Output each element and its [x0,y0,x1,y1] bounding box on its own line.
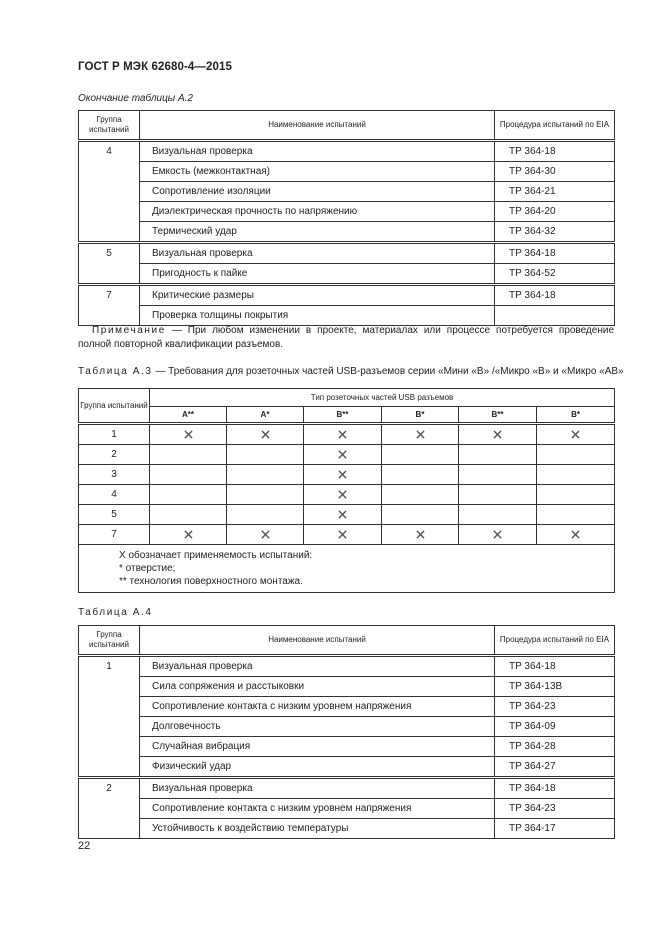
applicability-cell [382,485,459,505]
cross-mark-icon [493,530,502,539]
table-row [79,737,615,757]
cross-mark-icon [338,430,347,439]
type-header-0: A** [150,407,227,424]
applicability-cell [382,445,459,465]
applicability-cell [382,424,459,445]
a3-type-header: Тип розеточных частей USB разъемов [150,389,615,407]
procedure-cell: TP 364-23 [495,697,615,717]
applicability-cell [459,445,537,465]
applicability-cell [304,505,382,525]
applicability-cell [304,525,382,545]
applicability-cell [459,485,537,505]
applicability-cell [459,525,537,545]
table-a3-caption [78,366,638,377]
table-a2 [78,110,615,326]
legend-line: ** технология поверхностного монтажа. [119,576,303,587]
applicability-cell [537,525,615,545]
test-name-cell: Сопротивление контакта с низким уровнем напряжения [140,697,495,717]
applicability-cell [304,445,382,465]
cross-mark-icon [338,510,347,519]
table-row [79,656,615,677]
table-row [79,202,615,222]
group-number-cell: 7 [79,525,150,545]
table-row [79,424,615,445]
table-row [79,445,615,465]
procedure-cell: TP 364-27 [495,757,615,778]
procedure-cell: TP 364-09 [495,717,615,737]
applicability-cell [150,465,227,485]
table-row [79,182,615,202]
test-name-cell: Сопротивление контакта с низким уровнем напряжения [140,799,495,819]
a3-group-header: Группа испытаний [79,389,150,424]
applicability-cell [459,424,537,445]
table-row [79,485,615,505]
note-text: — При любом изменении в проекте, материалах или процессе потребуется проведение полной повторной квалификации разъемов. [78,325,614,350]
cross-mark-icon [338,450,347,459]
col-header-name: Наименование испытаний [140,111,495,141]
applicability-cell [382,525,459,545]
table-row [79,141,615,162]
applicability-cell [150,424,227,445]
table-a3-caption-label: Таблица А.3 [78,366,153,377]
note [78,324,614,352]
table-row [79,285,615,306]
test-name-cell: Визуальная проверка [140,778,495,799]
applicability-cell [459,505,537,525]
cross-mark-icon [493,430,502,439]
group-number-cell: 2 [79,778,140,839]
applicability-cell [537,465,615,485]
applicability-cell [227,424,304,445]
test-name-cell: Термический удар [140,222,495,243]
test-name-cell: Устойчивость к воздействию температуры [140,819,495,839]
test-name-cell: Случайная вибрация [140,737,495,757]
applicability-cell [227,505,304,525]
test-name-cell: Визуальная проверка [140,141,495,162]
applicability-cell [537,485,615,505]
procedure-cell: TP 364-23 [495,799,615,819]
procedure-cell: TP 364-52 [495,264,615,285]
test-name-cell: Пригодность к пайке [140,264,495,285]
group-number-cell: 3 [79,465,150,485]
cross-mark-icon [338,530,347,539]
col-header-name: Наименование испытаний [140,626,495,656]
applicability-cell [537,424,615,445]
applicability-cell [227,445,304,465]
procedure-cell: TP 364-18 [495,285,615,306]
applicability-cell [150,525,227,545]
cross-mark-icon [416,430,425,439]
table-row [79,717,615,737]
cross-mark-icon [571,430,580,439]
test-name-cell: Долговечность [140,717,495,737]
table-a3-caption-text: — Требования для розеточных частей USB-разъемов серии «Мини «В» /«Микро «В» и «Микро «АВ» [152,366,624,377]
table-a2-caption: Окончание таблицы А.2 [78,93,193,104]
col-header-procedure: Процедура испытаний по EIA [495,111,615,141]
cross-mark-icon [184,530,193,539]
type-header-5: B* [537,407,615,424]
procedure-cell: TP 364-28 [495,737,615,757]
table-a4-caption: Таблица А.4 [78,607,153,618]
group-number-cell: 4 [79,141,140,243]
table-row [79,697,615,717]
group-number-cell: 1 [79,656,140,778]
legend-line: * отверстие; [119,563,176,574]
applicability-cell [459,465,537,485]
cross-mark-icon [261,430,270,439]
table-row [79,525,615,545]
table-row [79,162,615,182]
applicability-cell [304,485,382,505]
procedure-cell: TP 364-18 [495,243,615,264]
group-number-cell: 1 [79,424,150,445]
col-header-procedure: Процедура испытаний по EIA [495,626,615,656]
cross-mark-icon [338,470,347,479]
test-name-cell: Критические размеры [140,285,495,306]
cross-mark-icon [416,530,425,539]
cross-mark-icon [184,430,193,439]
table-row [79,243,615,264]
procedure-cell: TP 364-18 [495,656,615,677]
table-row [79,799,615,819]
procedure-cell: TP 364-32 [495,222,615,243]
procedure-cell: TP 364-20 [495,202,615,222]
test-name-cell: Диэлектрическая прочность по напряжению [140,202,495,222]
applicability-cell [304,465,382,485]
applicability-cell [227,465,304,485]
legend-cell [79,545,615,593]
cross-mark-icon [261,530,270,539]
test-name-cell: Сопротивление изоляции [140,182,495,202]
standard-title: ГОСТ Р МЭК 62680-4—2015 [78,61,232,73]
legend-line: X обозначает применяемость испытаний: [119,550,313,561]
applicability-cell [537,445,615,465]
type-header-3: B* [382,407,459,424]
type-header-1: A* [227,407,304,424]
procedure-cell: TP 364-18 [495,141,615,162]
table-row [79,306,615,326]
col-header-group: Группа испытаний [79,626,140,656]
group-number-cell: 4 [79,485,150,505]
procedure-cell: TP 364-30 [495,162,615,182]
page-number: 22 [78,840,91,852]
test-name-cell: Сила сопряжения и расстыковки [140,677,495,697]
type-header-2: B** [304,407,382,424]
table-row [79,677,615,697]
legend-row [79,545,615,593]
test-name-cell: Емкость (межконтактная) [140,162,495,182]
cross-mark-icon [338,490,347,499]
group-number-cell: 2 [79,445,150,465]
test-name-cell: Проверка толщины покрытия [140,306,495,326]
test-name-cell: Физический удар [140,757,495,778]
col-header-group: Группа испытаний [79,111,140,141]
applicability-cell [150,485,227,505]
applicability-cell [150,445,227,465]
procedure-cell: TP 364-13B [495,677,615,697]
group-number-cell: 5 [79,243,140,285]
table-row [79,222,615,243]
test-name-cell: Визуальная проверка [140,656,495,677]
table-row [79,264,615,285]
table-row [79,465,615,485]
procedure-cell: TP 364-18 [495,778,615,799]
type-header-4: B** [459,407,537,424]
applicability-cell [537,505,615,525]
group-number-cell: 7 [79,285,140,326]
applicability-cell [304,424,382,445]
table-a3 [78,388,615,593]
group-number-cell: 5 [79,505,150,525]
table-a4 [78,625,615,839]
procedure-cell: TP 364-17 [495,819,615,839]
table-row [79,757,615,778]
cross-mark-icon [571,530,580,539]
applicability-cell [150,505,227,525]
table-row [79,819,615,839]
procedure-cell: TP 364-21 [495,182,615,202]
applicability-cell [382,505,459,525]
table-row [79,505,615,525]
table-row [79,778,615,799]
applicability-cell [382,465,459,485]
applicability-cell [227,485,304,505]
note-label: Примечание [92,325,166,336]
test-name-cell: Визуальная проверка [140,243,495,264]
procedure-cell [495,306,615,326]
applicability-cell [227,525,304,545]
